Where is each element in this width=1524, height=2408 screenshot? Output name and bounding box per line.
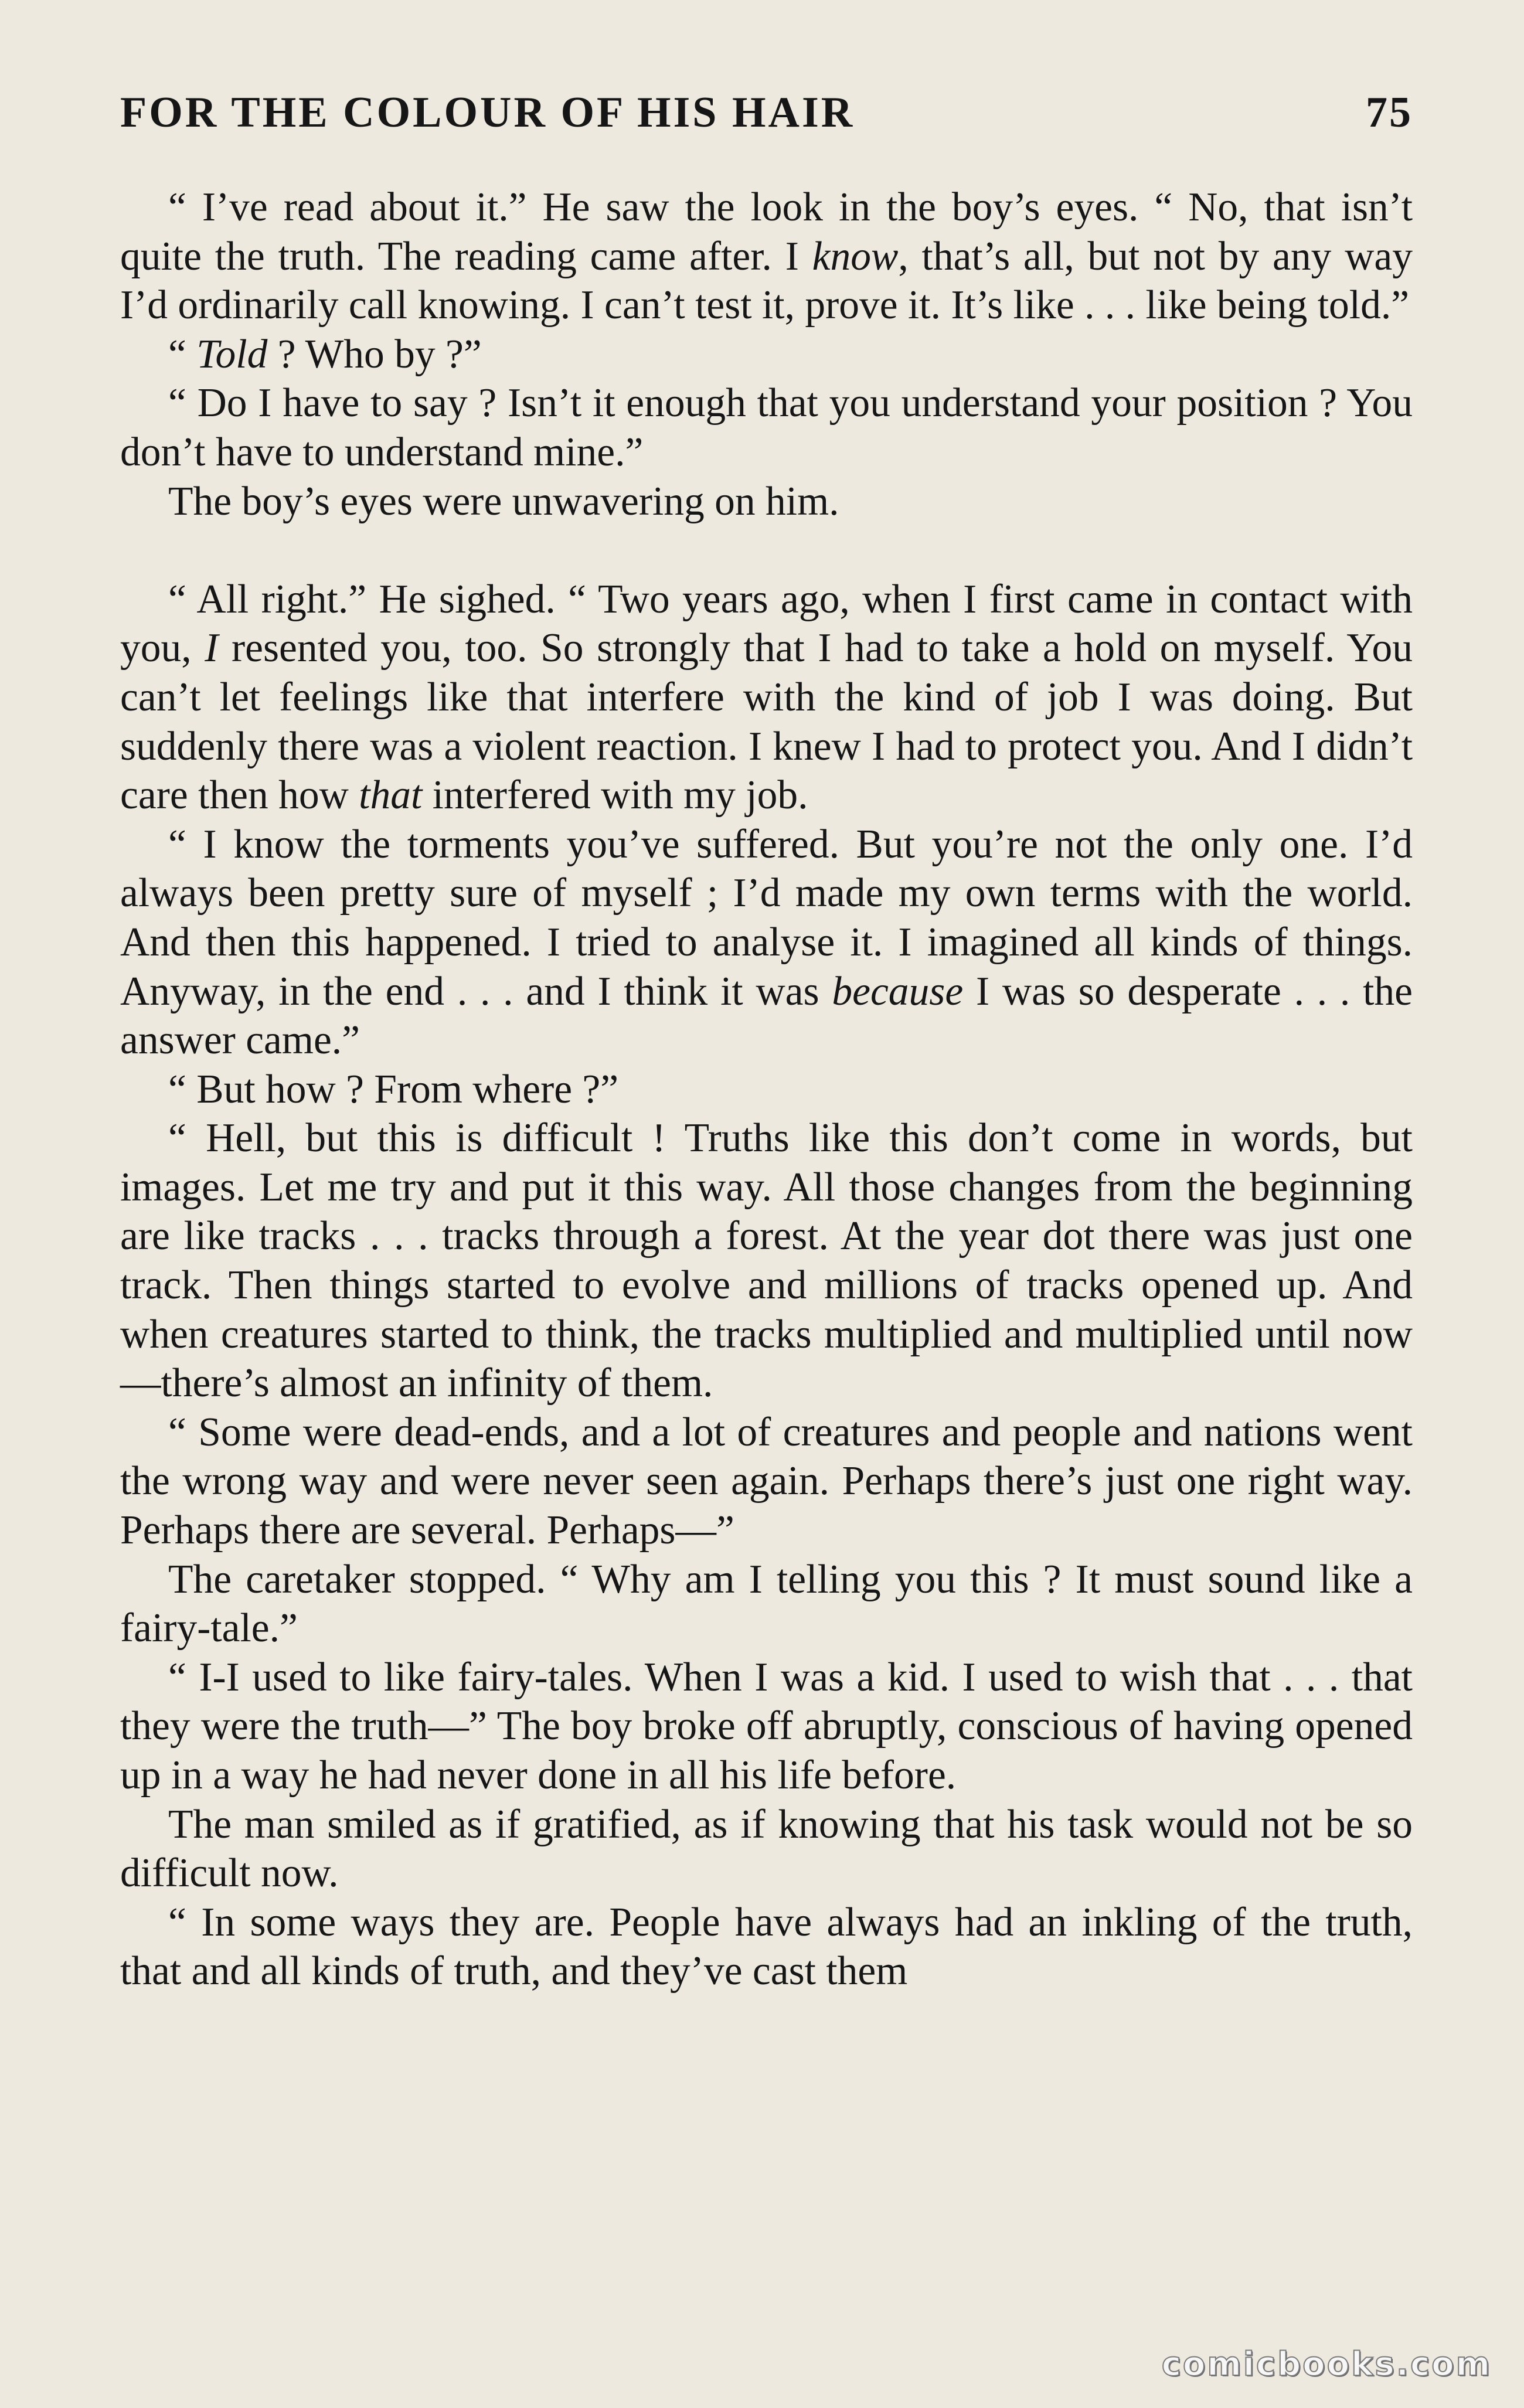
text-run: “ In some ways they are. People have always had an inkling of the truth, that and all kinds of truth, and they’ve cast them [120, 1899, 1413, 1994]
running-head [120, 88, 1413, 147]
text-run: The boy’s eyes were unwavering on him. [168, 478, 839, 524]
paragraph [120, 1408, 1413, 1555]
italic-run: know [812, 233, 899, 279]
text-run: “ Some were dead-ends, and a lot of creatures and people and nations went the wrong way and were never seen again. Perhaps there’s just one right way. Perhaps there are several. Perhaps—” [120, 1409, 1413, 1553]
paragraph [120, 1555, 1413, 1653]
text-run: , that’s all, but not by any way I’d ordinarily call knowing. I can’t test it, prove it. It’s like . . . like being told.” [120, 233, 1413, 328]
paragraph [120, 1898, 1413, 1996]
text-run: “ All right.” He sighed. “ Two years ago, when I first came in contact with you, [120, 576, 1413, 671]
text-run: “ I’ve read about it.” He saw the look in the boy’s eyes. “ No, that isn’t quite the truth. The reading came after. I [120, 185, 1413, 279]
paragraph [120, 183, 1413, 330]
text-run: “ I know the torments you’ve suffered. But you’re not the only one. I’d always been pretty sure of myself ; I’d made my own terms with the world. And then this happened. I tried to analyse it. I imagined all kinds of things. Anyway, in the end . . . and I think it was [120, 821, 1413, 1014]
text-run: “ Do I have to say ? Isn’t it enough that you understand your position ? You don’t have to understand mine.” [120, 380, 1413, 475]
italic-run: Told [196, 331, 268, 377]
body-text [120, 183, 1413, 1996]
paragraph [120, 1065, 1413, 1114]
text-run: “ But how ? From where ?” [168, 1066, 619, 1112]
text-run: I was so desperate . . . the answer came.” [120, 968, 1413, 1063]
text-run: “ Hell, but this is difficult ! Truths like this don’t come in words, but images. Let me try and put it this way. All those changes from the beginning are like tracks . . . tracks through a forest. At the year dot there was just one track. Then things started to evolve and millions of tracks opened up. And when creatures started to think, the tracks multiplied and multiplied until now—there’s almost an infinity of them. [120, 1115, 1413, 1406]
italic-run: I [205, 625, 219, 671]
italic-run: that [359, 773, 423, 818]
italic-run: because [832, 968, 964, 1014]
watermark-logo: comicbooks.com [1161, 2345, 1492, 2383]
paragraph [120, 379, 1413, 477]
text-run: “ I-I used to like fairy-tales. When I was a kid. I used to wish that . . . that they were the truth—” The boy broke off abruptly, conscious of having opened up in a way he had never done in all his life before. [120, 1654, 1413, 1798]
text-run: ? Who by ?” [267, 331, 482, 377]
paragraph [120, 1653, 1413, 1800]
paragraph [120, 330, 1413, 379]
text-run: The man smiled as if gratified, as if knowing that his task would not be so difficult now. [120, 1801, 1413, 1896]
paragraph [120, 1800, 1413, 1898]
text-run: interfered with my job. [422, 773, 808, 818]
paragraph [120, 477, 1413, 526]
page-number: 75 [1366, 89, 1413, 137]
text-run: “ [168, 331, 197, 377]
chapter-title: FOR THE COLOUR OF HIS HAIR [120, 89, 855, 137]
paragraph [120, 1114, 1413, 1408]
paragraph [120, 820, 1413, 1065]
text-run: resented you, too. So strongly that I had to take a hold on myself. You can’t let feelings like that interfere with the kind of job I was doing. But suddenly there was a violent reaction. I knew I had to protect you. And I didn’t care then how [120, 625, 1413, 818]
paragraph [120, 575, 1413, 820]
text-run: The caretaker stopped. “ Why am I telling you this ? It must sound like a fairy-tale.” [120, 1556, 1413, 1651]
